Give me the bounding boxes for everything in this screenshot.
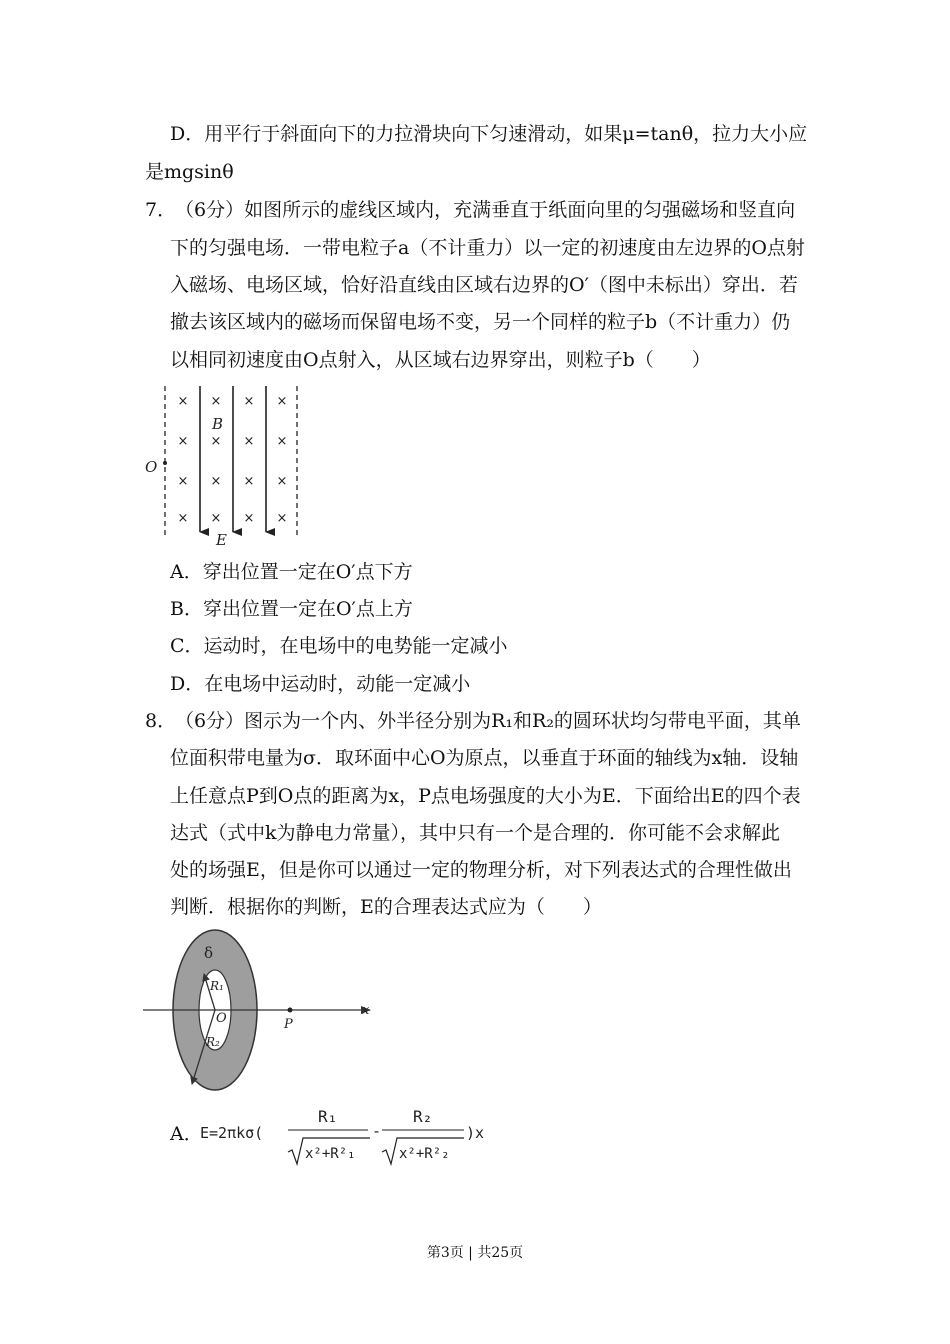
cross-mark: ×: [177, 511, 189, 526]
prev-option-d-line2: 是mgsinθ: [145, 161, 234, 183]
q8-stem-line: 处的场强E，但是你可以通过一定的物理分析，对下列表达式的合理性做出: [170, 859, 792, 881]
q7-option-c: C．运动时，在电场中的电势能一定减小: [170, 635, 508, 657]
cross-mark: ×: [276, 511, 288, 526]
formula-prefix: E=2πkσ(: [200, 1124, 264, 1142]
label-p: P: [284, 1017, 293, 1032]
q8-option-a-formula: [198, 1096, 498, 1172]
label-o: O: [216, 1011, 227, 1026]
cross-mark: ×: [243, 474, 255, 489]
fraction2-denominator: x²+R²₂: [399, 1146, 450, 1162]
fraction2-numerator: R₂: [413, 1107, 433, 1126]
cross-mark: ×: [210, 394, 222, 409]
label-sigma: δ: [204, 944, 214, 962]
q7-option-b: B．穿出位置一定在O′点上方: [170, 598, 413, 620]
formula-suffix: )x: [466, 1124, 485, 1142]
label-x: x: [362, 1003, 370, 1018]
cross-mark: ×: [276, 474, 288, 489]
q7-stem-line: 撤去该区域内的磁场而保留电场不变，另一个同样的粒子b（不计重力）仍: [170, 311, 791, 333]
q8-option-a-label: A．: [170, 1123, 203, 1145]
cross-mark: ×: [210, 511, 222, 526]
label-b: B: [212, 415, 224, 433]
label-e: E: [216, 531, 227, 548]
q8-stem-line: 上任意点P到O点的距离为x，P点电场强度的大小为E．下面给出E的四个表: [170, 785, 801, 807]
q7-option-d: D．在电场中运动时，动能一定减小: [170, 673, 471, 695]
q8-stem-line: 位面积带电量为σ．取环面中心O为原点，以垂直于环面的轴线为x轴．设轴: [170, 747, 799, 769]
entry-point-o: [163, 461, 167, 465]
cross-mark: ×: [276, 394, 288, 409]
q7-number: 7．: [145, 199, 177, 221]
point-p: [288, 1008, 293, 1013]
formula-minus: -: [372, 1122, 382, 1140]
label-o: O: [145, 458, 158, 476]
fraction1-denominator: x²+R²₁: [305, 1146, 356, 1162]
cross-mark: ×: [276, 434, 288, 449]
q8-stem-line: 判断．根据你的判断，E的合理表达式应为（ ）: [170, 896, 602, 918]
q8-ring-figure: [140, 926, 380, 1094]
page-footer: 第3页 | 共25页: [426, 1245, 524, 1261]
cross-mark: ×: [243, 434, 255, 449]
label-r2: R₂: [206, 1035, 220, 1049]
fraction1-numerator: R₁: [318, 1107, 338, 1126]
q7-stem-line: 入磁场、电场区域，恰好沿直线由区域右边界的O′（图中未标出）穿出．若: [170, 274, 798, 296]
q8-stem-line: 达式（式中k为静电力常量），其中只有一个是合理的．你可能不会求解此: [170, 822, 781, 844]
cross-mark: ×: [243, 511, 255, 526]
prev-option-d-line1: D．用平行于斜面向下的力拉滑块向下匀速滑动，如果μ=tanθ，拉力大小应: [170, 123, 808, 145]
q7-option-a: A．穿出位置一定在O′点下方: [170, 561, 413, 583]
q7-stem-line: 以相同初速度由O点射入，从区域右边界穿出，则粒子b（ ）: [170, 349, 711, 371]
cross-mark: ×: [177, 434, 189, 449]
cross-mark: ×: [243, 394, 255, 409]
label-r1: R₁: [210, 979, 224, 993]
cross-mark: ×: [177, 394, 189, 409]
q8-stem-line: （6分）图示为一个内、外半径分别为R₁和R₂的圆环状均匀带电平面，其单: [175, 710, 801, 732]
q7-stem-line: 下的匀强电场．一带电粒子a（不计重力）以一定的初速度由左边界的O点射: [170, 237, 805, 259]
cross-mark: ×: [177, 474, 189, 489]
q7-stem-line: （6分）如图所示的虚线区域内，充满垂直于纸面向里的匀强磁场和竖直向: [175, 199, 796, 221]
q7-field-figure: [140, 382, 310, 548]
cross-mark: ×: [210, 434, 222, 449]
cross-mark: ×: [210, 474, 222, 489]
q8-number: 8．: [145, 710, 177, 732]
